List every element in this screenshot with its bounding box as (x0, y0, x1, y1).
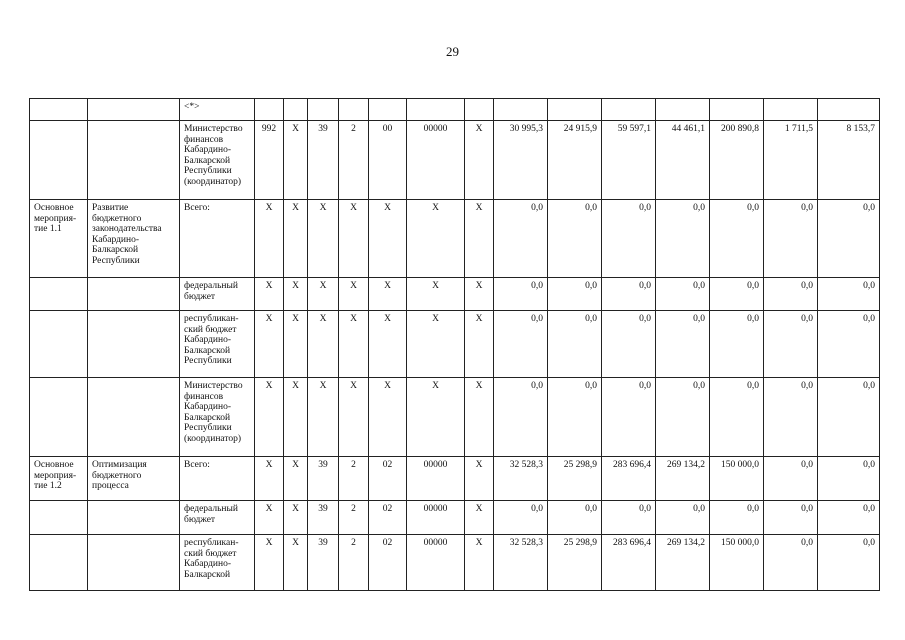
expense-type-cell: X (465, 535, 494, 591)
expense-type-cell: X (465, 501, 494, 535)
measure-cell (30, 121, 88, 200)
year-1-value: 0,0 (494, 311, 548, 378)
year-4-value: 0,0 (656, 378, 710, 457)
year-5-value: 0,0 (710, 200, 764, 278)
year-7-value: 0,0 (818, 457, 880, 501)
measure-cell: Основное мероприя-тие 1.1 (30, 200, 88, 278)
funding-source-cell: республикан-ский бюджет Кабардино-Балкарской Республики (180, 311, 255, 378)
measure-cell (30, 278, 88, 311)
direction-code-cell: X (407, 311, 465, 378)
expense-type-cell: X (465, 278, 494, 311)
header-cell (339, 99, 369, 121)
subprogram-cell: 2 (339, 457, 369, 501)
table-header-row (30, 99, 880, 121)
subprogram-cell: X (339, 311, 369, 378)
year-4-value: 269 134,2 (656, 535, 710, 591)
measure-name-cell: Оптимизация бюджетного процесса (88, 457, 180, 501)
grbs-cell: X (255, 378, 284, 457)
grbs-cell: X (255, 200, 284, 278)
grbs-cell: X (255, 311, 284, 378)
year-3-value: 283 696,4 (602, 457, 656, 501)
measure-cell (30, 535, 88, 591)
year-5-value: 0,0 (710, 501, 764, 535)
direction-code-cell: X (407, 200, 465, 278)
year-7-value: 0,0 (818, 311, 880, 378)
measure-cell: Основное мероприя-тие 1.2 (30, 457, 88, 501)
year-1-value: 0,0 (494, 278, 548, 311)
year-2-value: 25 298,9 (548, 535, 602, 591)
table-row (30, 311, 880, 378)
measure-name-cell (88, 121, 180, 200)
table-row (30, 457, 880, 501)
year-6-value: 0,0 (764, 200, 818, 278)
year-5-value: 0,0 (710, 311, 764, 378)
year-2-value: 25 298,9 (548, 457, 602, 501)
subprogram-cell: X (339, 378, 369, 457)
year-4-value: 0,0 (656, 200, 710, 278)
year-6-value: 0,0 (764, 535, 818, 591)
header-cell (710, 99, 764, 121)
direction-code-cell: 00000 (407, 457, 465, 501)
budget-table (29, 98, 880, 591)
measure-name-cell (88, 501, 180, 535)
year-5-value: 200 890,8 (710, 121, 764, 200)
header-cell (494, 99, 548, 121)
grbs-cell: X (255, 535, 284, 591)
rz-cell: X (284, 200, 308, 278)
direction-code-cell: 00000 (407, 535, 465, 591)
header-cell (369, 99, 407, 121)
rz-cell: X (284, 121, 308, 200)
year-6-value: 0,0 (764, 278, 818, 311)
year-7-value: 8 153,7 (818, 121, 880, 200)
year-3-value: 0,0 (602, 311, 656, 378)
page-number: 29 (446, 44, 459, 59)
year-6-value: 0,0 (764, 457, 818, 501)
program-cell: 39 (308, 501, 339, 535)
funding-source-cell: федеральный бюджет (180, 278, 255, 311)
table-row (30, 535, 880, 591)
year-6-value: 0,0 (764, 311, 818, 378)
table-row (30, 378, 880, 457)
year-7-value: 0,0 (818, 200, 880, 278)
year-5-value: 0,0 (710, 378, 764, 457)
header-cell (407, 99, 465, 121)
funding-source-cell: республикан-ский бюджет Кабардино-Балкарской (180, 535, 255, 591)
year-5-value: 150 000,0 (710, 457, 764, 501)
expense-type-cell: X (465, 457, 494, 501)
year-7-value: 0,0 (818, 535, 880, 591)
measure-name-cell (88, 535, 180, 591)
year-4-value: 269 134,2 (656, 457, 710, 501)
year-4-value: 0,0 (656, 278, 710, 311)
year-3-value: 0,0 (602, 501, 656, 535)
program-cell: X (308, 378, 339, 457)
program-cell: 39 (308, 457, 339, 501)
measure-name-cell (88, 278, 180, 311)
year-1-value: 32 528,3 (494, 535, 548, 591)
year-6-value: 0,0 (764, 378, 818, 457)
header-note: <*> (180, 99, 255, 121)
year-1-value: 0,0 (494, 378, 548, 457)
funding-source-cell: Всего: (180, 200, 255, 278)
measure-code-cell: X (369, 200, 407, 278)
expense-type-cell: X (465, 121, 494, 200)
program-cell: X (308, 278, 339, 311)
year-6-value: 1 711,5 (764, 121, 818, 200)
header-cell (308, 99, 339, 121)
direction-code-cell: 00000 (407, 501, 465, 535)
rz-cell: X (284, 278, 308, 311)
year-3-value: 0,0 (602, 278, 656, 311)
measure-cell (30, 501, 88, 535)
funding-source-cell: Министерство финансов Кабардино-Балкарской Республики (координатор) (180, 378, 255, 457)
header-cell (88, 99, 180, 121)
measure-code-cell: 02 (369, 457, 407, 501)
funding-source-cell: федеральный бюджет (180, 501, 255, 535)
year-4-value: 44 461,1 (656, 121, 710, 200)
year-2-value: 0,0 (548, 378, 602, 457)
table-row (30, 200, 880, 278)
year-5-value: 150 000,0 (710, 535, 764, 591)
program-cell: 39 (308, 535, 339, 591)
header-cell (255, 99, 284, 121)
year-6-value: 0,0 (764, 501, 818, 535)
year-7-value: 0,0 (818, 378, 880, 457)
grbs-cell: X (255, 501, 284, 535)
rz-cell: X (284, 311, 308, 378)
header-cell (764, 99, 818, 121)
measure-code-cell: X (369, 378, 407, 457)
table-row (30, 501, 880, 535)
year-1-value: 32 528,3 (494, 457, 548, 501)
measure-name-cell (88, 378, 180, 457)
subprogram-cell: X (339, 278, 369, 311)
measure-cell (30, 378, 88, 457)
rz-cell: X (284, 535, 308, 591)
direction-code-cell: X (407, 278, 465, 311)
program-cell: X (308, 311, 339, 378)
direction-code-cell: 00000 (407, 121, 465, 200)
subprogram-cell: 2 (339, 535, 369, 591)
year-4-value: 0,0 (656, 311, 710, 378)
header-cell (30, 99, 88, 121)
year-2-value: 0,0 (548, 501, 602, 535)
year-5-value: 0,0 (710, 278, 764, 311)
year-7-value: 0,0 (818, 278, 880, 311)
header-cell (284, 99, 308, 121)
measure-code-cell: 02 (369, 501, 407, 535)
funding-source-cell: Всего: (180, 457, 255, 501)
program-cell: X (308, 200, 339, 278)
year-3-value: 59 597,1 (602, 121, 656, 200)
measure-code-cell: 02 (369, 535, 407, 591)
expense-type-cell: X (465, 200, 494, 278)
rz-cell: X (284, 501, 308, 535)
year-7-value: 0,0 (818, 501, 880, 535)
measure-cell (30, 311, 88, 378)
year-2-value: 24 915,9 (548, 121, 602, 200)
year-2-value: 0,0 (548, 278, 602, 311)
year-1-value: 30 995,3 (494, 121, 548, 200)
grbs-cell: 992 (255, 121, 284, 200)
measure-code-cell: X (369, 311, 407, 378)
year-2-value: 0,0 (548, 200, 602, 278)
year-1-value: 0,0 (494, 200, 548, 278)
expense-type-cell: X (465, 378, 494, 457)
rz-cell: X (284, 378, 308, 457)
year-3-value: 283 696,4 (602, 535, 656, 591)
table-row (30, 278, 880, 311)
grbs-cell: X (255, 457, 284, 501)
subprogram-cell: 2 (339, 121, 369, 200)
year-2-value: 0,0 (548, 311, 602, 378)
header-cell (818, 99, 880, 121)
year-1-value: 0,0 (494, 501, 548, 535)
header-cell (548, 99, 602, 121)
table-row (30, 121, 880, 200)
direction-code-cell: X (407, 378, 465, 457)
measure-code-cell: 00 (369, 121, 407, 200)
year-3-value: 0,0 (602, 200, 656, 278)
measure-code-cell: X (369, 278, 407, 311)
measure-name-cell: Развитие бюджетного законодательства Кабардино-Балкарской Республики (88, 200, 180, 278)
program-cell: 39 (308, 121, 339, 200)
year-4-value: 0,0 (656, 501, 710, 535)
subprogram-cell: X (339, 200, 369, 278)
grbs-cell: X (255, 278, 284, 311)
expense-type-cell: X (465, 311, 494, 378)
funding-source-cell: Министерство финансов Кабардино-Балкарской Республики (координатор) (180, 121, 255, 200)
header-cell (602, 99, 656, 121)
subprogram-cell: 2 (339, 501, 369, 535)
rz-cell: X (284, 457, 308, 501)
year-3-value: 0,0 (602, 378, 656, 457)
header-cell (465, 99, 494, 121)
header-cell (656, 99, 710, 121)
measure-name-cell (88, 311, 180, 378)
